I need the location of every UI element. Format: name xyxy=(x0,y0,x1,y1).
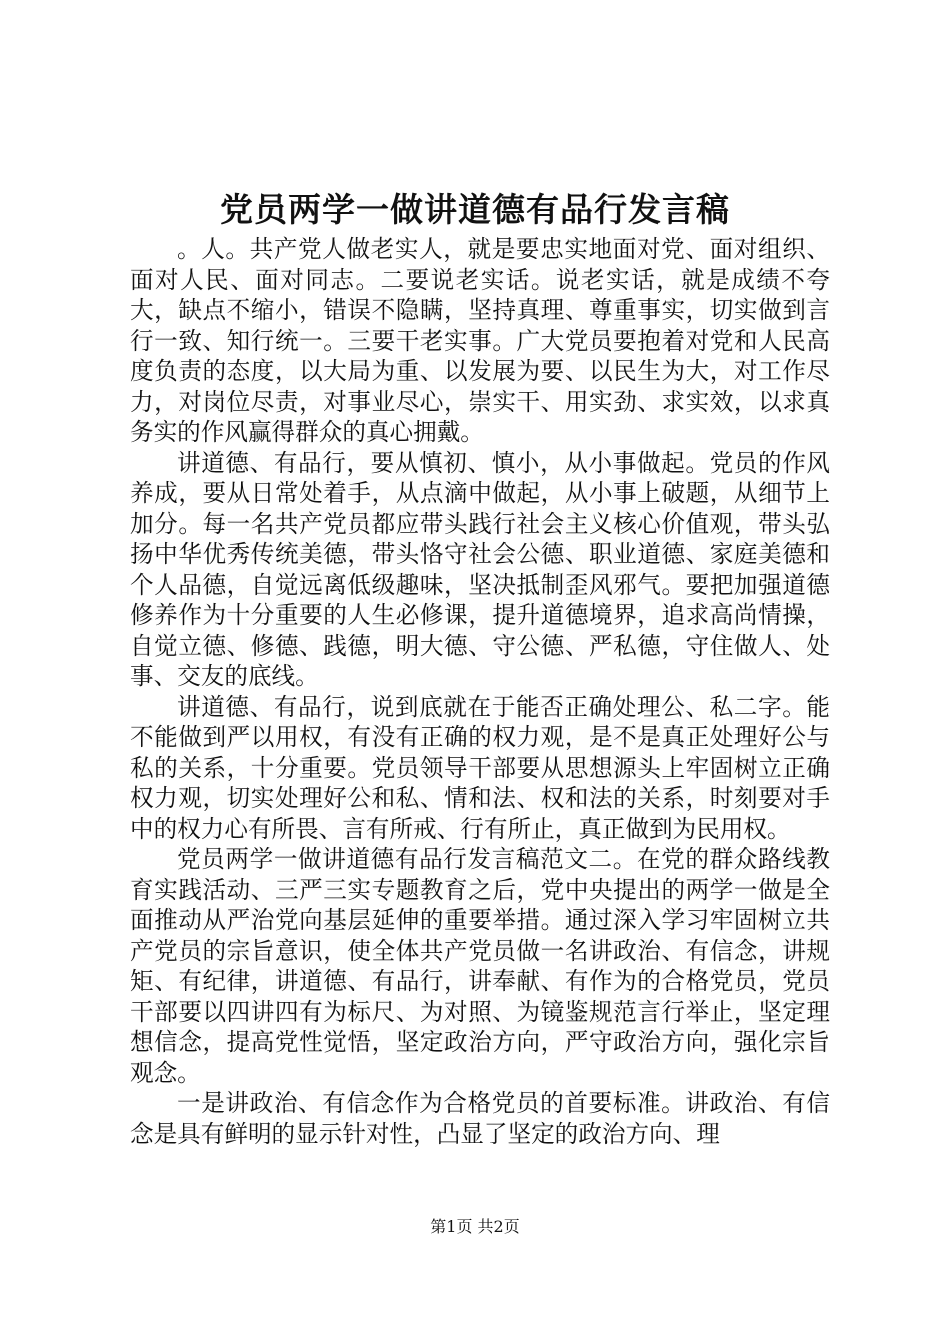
page-title: 党员两学一做讲道德有品行发言稿 xyxy=(220,190,730,229)
page-footer: 第1页 共2页 xyxy=(430,1217,520,1236)
paragraph-1: 。人。共产党人做老实人，就是要忠实地面对党、面对组织、面对人民、面对同志。二要说老实话。说老实话，就是成绩不夸大，缺点不缩小，错误不隐瞒，坚持真理、尊重事实，切实做到言行一致、知行统一。三要干老实事。广大党员要抱着对党和人民高度负责的态度，以大局为重、以发展为要、以民生为大，对工作尽力，对岗位尽责，对事业尽心，崇实干、用实劲、求实效，以求真务实的作风赢得群众的真心拥戴。 xyxy=(130,235,830,446)
paragraph-2: 讲道德、有品行，要从慎初、慎小，从小事做起。党员的作风养成，要从日常处着手，从点滴中做起，从小事上破题，从细节上加分。每一名共产党员都应带头践行社会主义核心价值观，带头弘扬中华优秀传统美德，带头恪守社会公德、职业道德、家庭美德和个人品德，自觉远离低级趣味，坚决抵制歪风邪气。要把加强道德修养作为十分重要的人生必修课，提升道德境界，追求高尚情操，自觉立德、修德、践德，明大德、守公德、严私德，守住做人、处事、交友的底线。 xyxy=(130,448,830,690)
document-body xyxy=(130,234,830,1149)
paragraph-3: 讲道德、有品行，说到底就在于能否正确处理公、私二字。能不能做到严以用权，有没有正确的权力观，是不是真正处理好公与私的关系，十分重要。党员领导干部要从思想源头上牢固树立正确权力观，切实处理好公和私、情和法、权和法的关系，时刻要对手中的权力心有所畏、言有所戒、行有所止，真正做到为民用权。 xyxy=(130,692,830,843)
paragraph-4: 党员两学一做讲道德有品行发言稿范文二。在党的群众路线教育实践活动、三严三实专题教育之后，党中央提出的两学一做是全面推动从严治党向基层延伸的重要举措。通过深入学习牢固树立共产党员的宗旨意识，使全体共产党员做一名讲政治、有信念，讲规矩、有纪律，讲道德、有品行，讲奉献、有作为的合格党员，党员干部要以四讲四有为标尺、为对照、为镜鉴规范言行举止，坚定理想信念，提高党性觉悟，坚定政治方向，严守政治方向，强化宗旨观念。 xyxy=(130,845,830,1087)
paragraph-5: 一是讲政治、有信念作为合格党员的首要标准。讲政治、有信念是具有鲜明的显示针对性，凸显了坚定的政治方向、理 xyxy=(130,1089,830,1148)
